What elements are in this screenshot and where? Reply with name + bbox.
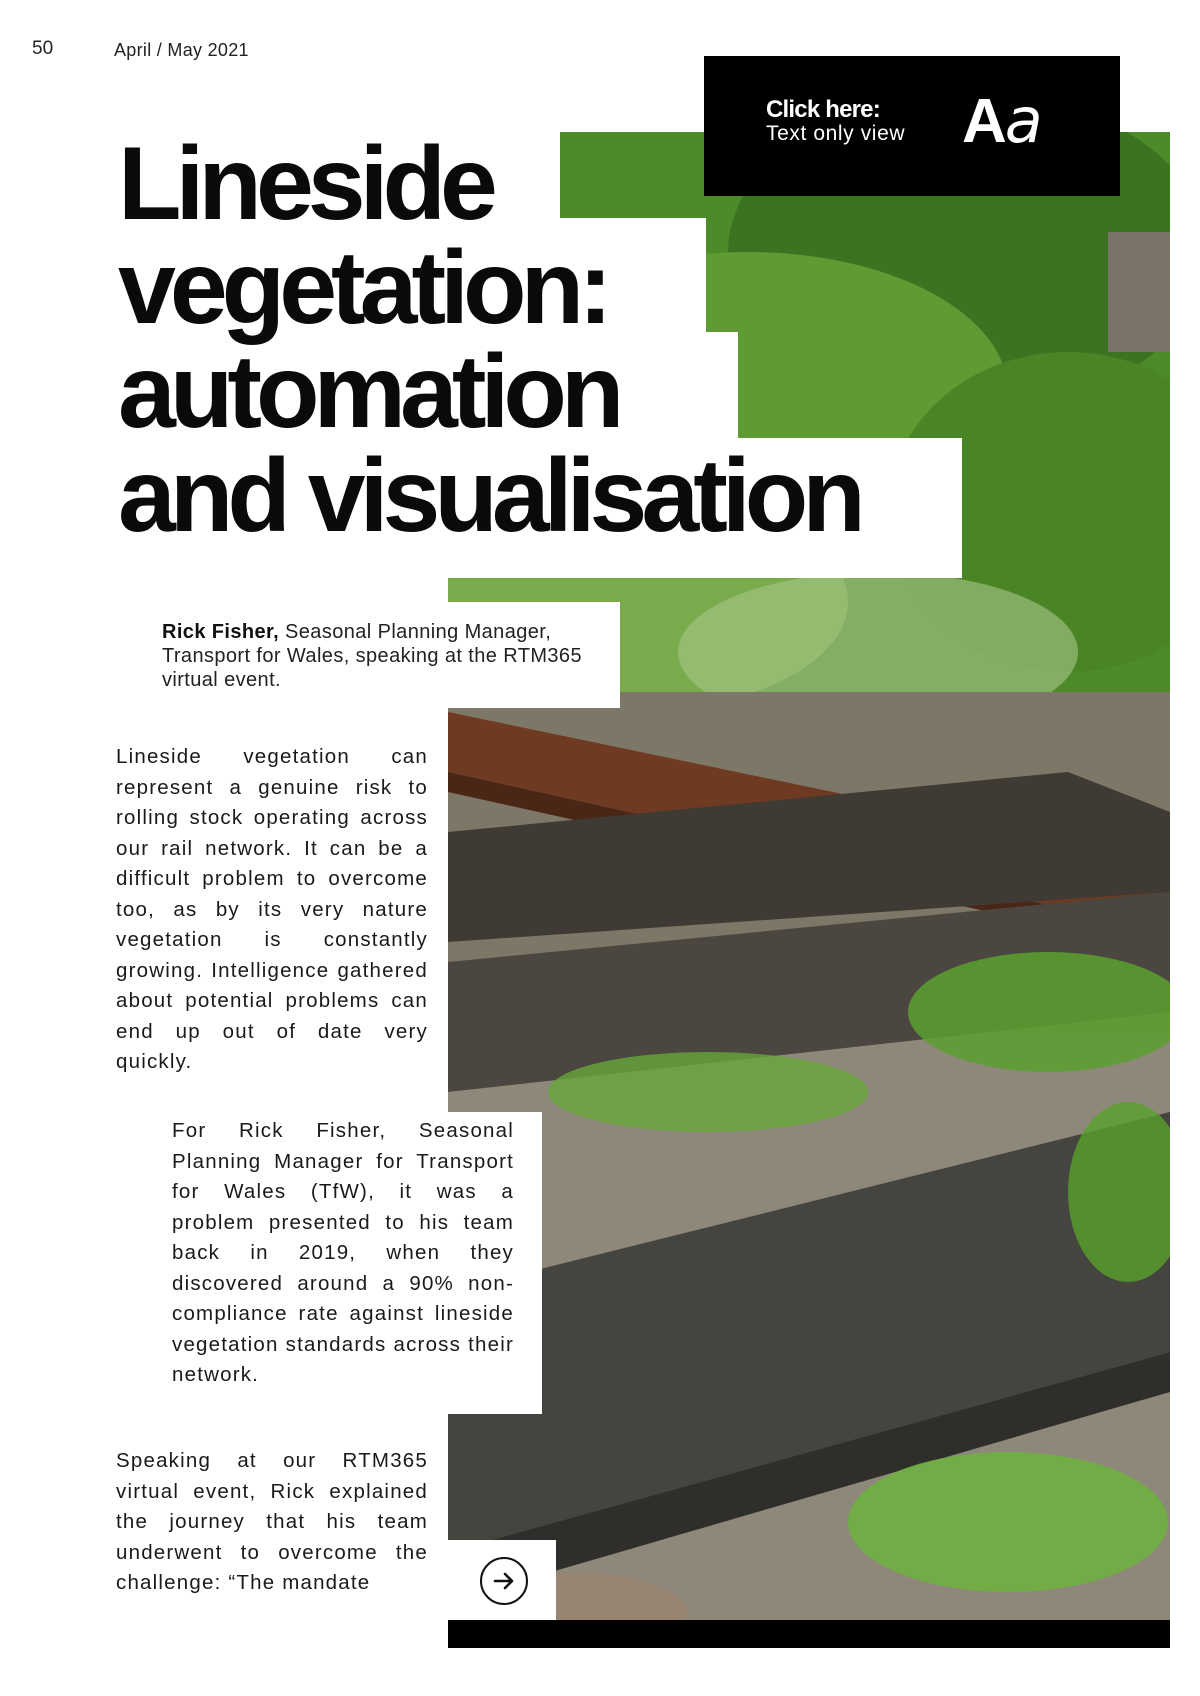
text-only-view-button[interactable]	[704, 56, 1120, 196]
body-paragraph-1: Lineside vegetation can represent a genuine risk to rolling stock operating across our rail network. It can be a difficult problem to overcome too, as by its very nature vegetation is constantly growing. Intelligence gathered about potential problems can end up out of date very quickly.	[116, 745, 428, 1073]
body-paragraph-3: Speaking at our RTM365 virtual event, Rick explained the journey that his team underwent to overcome the challenge: “The mandate	[116, 1449, 428, 1594]
text-only-view-label: Text only view	[766, 122, 906, 145]
byline-role: Seasonal Planning Manager, Transport for Wales, speaking at the RTM365 virtual event.	[162, 621, 582, 691]
page-number: 50	[32, 38, 54, 59]
title-line: automation	[118, 334, 619, 450]
body-paragraph-2: For Rick Fisher, Seasonal Planning Manager for Transport for Wales (TfW), it was a problem presented to his team back in 2019, when they discovered around a 90% non-compliance rate against lineside vegetation standards across their network.	[172, 1119, 514, 1386]
arrow-right-circle-icon	[491, 1568, 517, 1594]
aa-upper: A	[962, 87, 1005, 156]
bottom-bar	[448, 1620, 1170, 1648]
title-line: and visualisation	[118, 438, 860, 554]
byline	[162, 620, 602, 692]
aa-italic: a	[1004, 84, 1041, 157]
next-page-button[interactable]	[480, 1557, 528, 1605]
title-line: vegetation:	[118, 230, 607, 346]
title-line: Lineside	[118, 126, 492, 242]
click-here-label: Click here:	[766, 96, 880, 123]
issue-date: April / May 2021	[114, 40, 249, 60]
font-aa-icon	[962, 84, 1041, 157]
byline-name: Rick Fisher,	[162, 621, 280, 643]
